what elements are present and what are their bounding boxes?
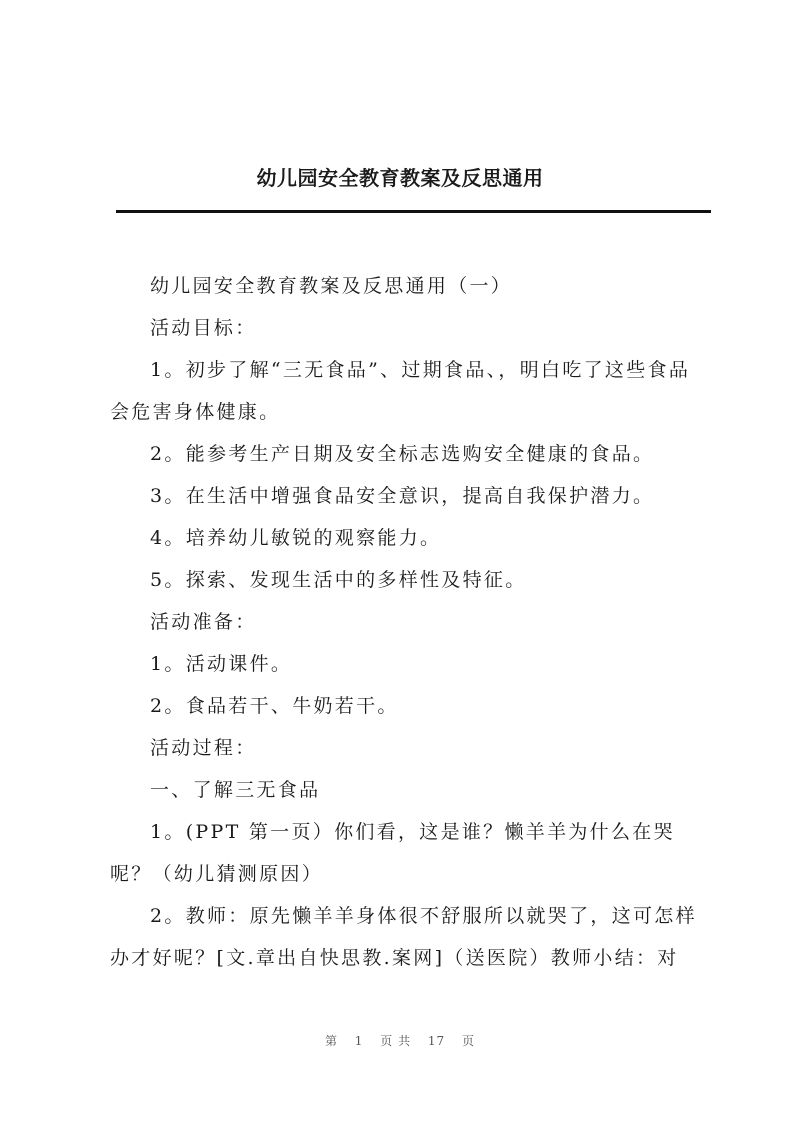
page-footer — [0, 1032, 800, 1049]
title-underline — [116, 210, 711, 213]
preparation-item: 2。食品若干、牛奶若干。 — [150, 695, 399, 717]
subheading-preparation: 活动准备： — [150, 611, 257, 633]
process-item: 1。(PPT 第一页）你们看，这是谁？懒羊羊为什么在哭呢？（幼儿猜测原因） — [110, 821, 675, 885]
section-heading: 幼儿园安全教育教案及反思通用（一） — [150, 275, 513, 297]
document-body — [110, 265, 700, 979]
goal-item: 1。初步了解“三无食品”、过期食品、，明白吃了这些食品会危害身体健康。 — [110, 359, 691, 423]
preparation-item: 1。活动课件。 — [150, 653, 293, 675]
subheading-process: 活动过程： — [150, 737, 257, 759]
goal-item: 5。探索、发现生活中的多样性及特征。 — [150, 569, 527, 591]
footer-total-pages: 17 — [427, 1034, 446, 1048]
document-title: 幼儿园安全教育教案及反思通用 — [256, 166, 544, 190]
process-item: 2。教师：原先懒羊羊身体很不舒服所以就哭了，这可怎样办才好呢？[文.章出自快思教.案网]（送医院）教师小结：对 — [110, 905, 697, 969]
goal-item: 4。培养幼儿敏锐的观察能力。 — [150, 527, 442, 549]
goal-item: 2。能参考生产日期及安全标志选购安全健康的食品。 — [150, 443, 655, 465]
process-section-title: 一、了解三无食品 — [150, 779, 321, 801]
footer-page-suffix: 页 — [462, 1034, 476, 1048]
goal-item: 3。在生活中增强食品安全意识，提高自我保护潜力。 — [150, 485, 655, 507]
footer-page-prefix: 第 — [324, 1034, 338, 1048]
subheading-goals: 活动目标： — [150, 317, 257, 339]
footer-current-page: 1 — [354, 1034, 364, 1048]
footer-page-middle: 页 共 — [380, 1034, 412, 1048]
